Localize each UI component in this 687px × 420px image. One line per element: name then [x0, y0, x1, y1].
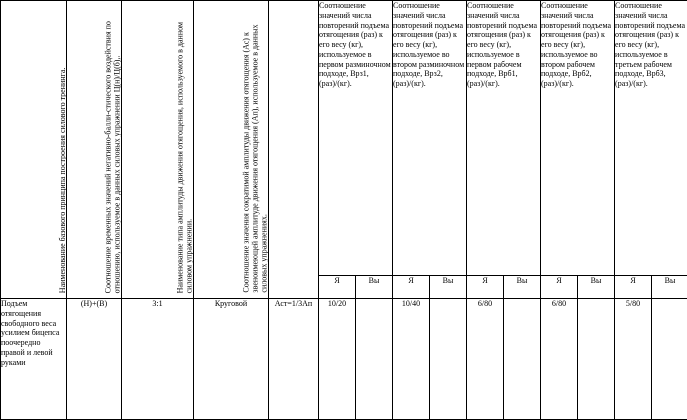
cell-work-2-yours[interactable] — [578, 299, 615, 420]
subheader-warmup-1-mine: Я — [319, 276, 356, 299]
header-set-warmup-2 — [393, 1, 467, 276]
cell-work-1-yours[interactable] — [504, 299, 541, 420]
subheader-work-2-yours: Вы — [578, 276, 615, 299]
subheader-work-3-mine: Я — [615, 276, 652, 299]
header-set-work-2 — [541, 1, 615, 276]
subheader-work-1-yours: Вы — [504, 276, 541, 299]
header-set-work-3 — [615, 1, 687, 276]
cell-amplitude-ratio: Аст=1/3Ап — [269, 299, 319, 420]
header-amplitude-ratio — [241, 1, 319, 299]
header-set-warmup-1 — [319, 1, 393, 276]
header-amplitude-ratio-label: Соотношение значения сократимой амплитуды движения отягощения (Ас) к звеноимеющей амплитуде движения отягощения (Ап), используемое в данных силовых упражнениях. — [241, 24, 269, 293]
header-exercise-name — [1, 1, 67, 299]
header-set-work-2-label: Соотношение значений числа повторений подъема отягощения (раз) к его весу (кг), используемое во втором рабочем подходе, Bрб2,(раз)/(кг). — [541, 1, 612, 88]
cell-work-2-mine: 6/80 — [541, 299, 578, 420]
subheader-work-1-mine: Я — [467, 276, 504, 299]
header-exercise-name-label — [0, 8, 1, 295]
cell-warmup-1-mine: 10/20 — [319, 299, 356, 420]
header-set-work-3-label: Соотношение значений числа повторений подъема отягощения (раз) к его весу (кг), используемое в третьем рабочем подходе, Bрб3,(раз)/(кг). — [615, 1, 686, 88]
cell-time-ratio: 3:1 — [122, 299, 194, 420]
subheader-warmup-2-yours: Вы — [430, 276, 467, 299]
header-set-warmup-2-label: Соотношение значений числа повторений подъема отягощения (раз) к его весу (кг), используемое во втором разминочном подходе, Bрз2, (раз)/(кг). — [393, 1, 465, 88]
header-row-top — [1, 1, 687, 276]
header-set-work-1 — [467, 1, 541, 276]
subheader-warmup-1-yours: Вы — [356, 276, 393, 299]
subheader-warmup-2-mine: Я — [393, 276, 430, 299]
table-row — [1, 299, 687, 420]
header-time-ratio-label: Соотношение временных значений негативно-балли-стического воздействия по отношению, используемое в данных силовых упражнении Ц(н)/Ц(б),. — [103, 20, 122, 293]
cell-exercise: Подъем отягощения свободного веса усилием бицепса поочередно правой и левой руками — [1, 299, 67, 420]
cell-warmup-2-mine: 10/40 — [393, 299, 430, 420]
subheader-work-3-yours: Вы — [652, 276, 687, 299]
header-amplitude-type-label: Наименование типа амплитуды движения отягощения, используемого в данном силовом упражнении. — [175, 21, 194, 293]
cell-warmup-2-yours[interactable] — [430, 299, 467, 420]
cell-amplitude-type: Круговой — [194, 299, 269, 420]
cell-work-3-mine: 5/80 — [615, 299, 652, 420]
cell-work-3-yours[interactable] — [652, 299, 687, 420]
header-set-warmup-1-label: Соотношение значений числа повторений подъема отягощения (раз) к его весу (кг), используемое в первом разминочном подходе, Bрз1, (раз)/(кг). — [319, 1, 391, 88]
header-principle-name-label: Наименование базового принципа построения силового тренинга. — [57, 67, 67, 293]
cell-principle: (Н)+(В) — [67, 299, 122, 420]
subheader-work-2-mine: Я — [541, 276, 578, 299]
cell-warmup-1-yours[interactable] — [356, 299, 393, 420]
cell-work-1-mine: 6/80 — [467, 299, 504, 420]
header-set-work-1-label: Соотношение значений числа повторений подъема отягощения (раз) к его весу (кг), используемое в первом рабочем подходе, Bрб1,(раз)/(кг). — [467, 1, 538, 88]
